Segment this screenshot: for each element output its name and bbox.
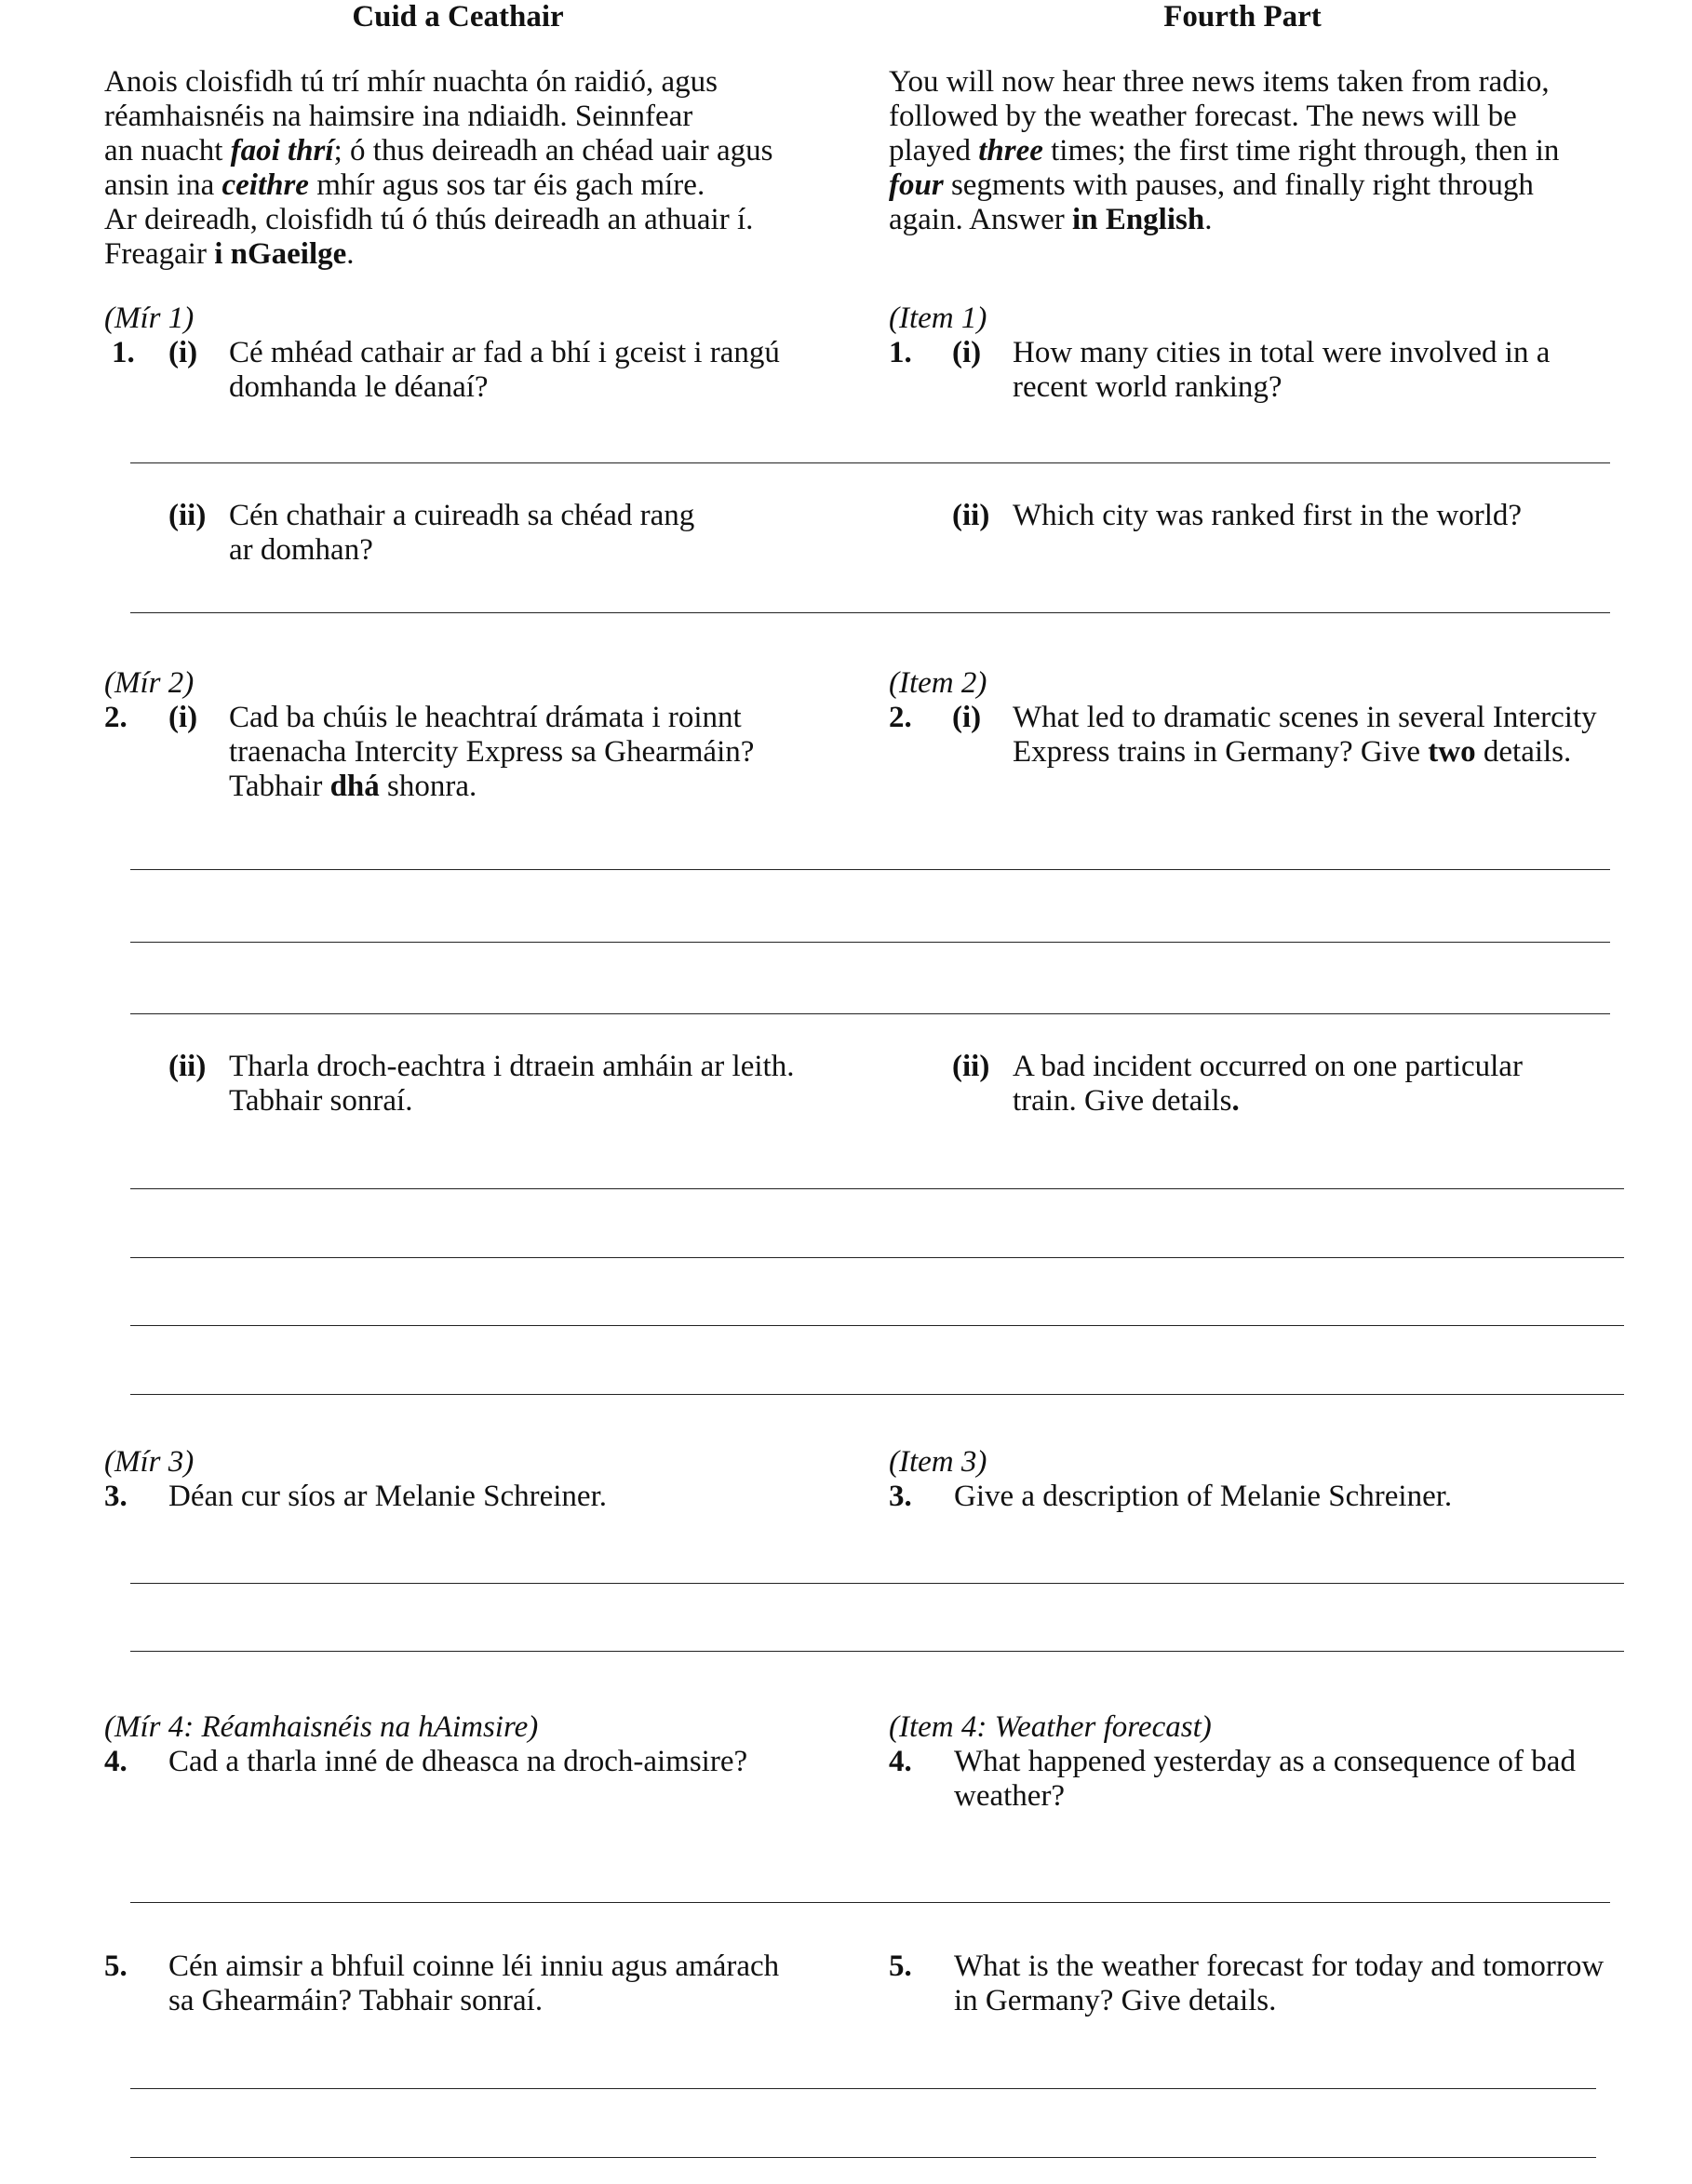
- english-intro-line: four segments with pauses, and finally right through: [889, 168, 1534, 202]
- irish-question-1i: 1. (i) Cé mhéad cathair ar fad a bhí i gceist i rangú domhanda le déanaí?: [112, 336, 780, 404]
- answer-line[interactable]: [130, 612, 1610, 613]
- answer-line[interactable]: [130, 2157, 1596, 2158]
- english-question-5: 5. What is the weather forecast for today and tomorrow in Germany? Give details.: [889, 1950, 1605, 2017]
- english-question-3: 3. Give a description of Melanie Schreiner.: [889, 1480, 1453, 1513]
- english-intro: [889, 65, 1596, 237]
- irish-question-2ii: (ii) Tharla droch-eachtra i dtraein amháin ar leith. Tabhair sonraí.: [168, 1050, 795, 1118]
- irish-intro-line: Ar deireadh, cloisfidh tú ó thús deireadh an athuair í.: [104, 203, 754, 236]
- irish-item-1-label: (Mír 1): [104, 301, 195, 335]
- answer-line[interactable]: [130, 462, 1610, 463]
- english-item-2-label: (Item 2): [889, 666, 987, 700]
- english-intro-line: followed by the weather forecast. The news will be: [889, 100, 1517, 133]
- irish-question-3: 3. Déan cur síos ar Melanie Schreiner.: [104, 1480, 607, 1513]
- answer-line[interactable]: [130, 1013, 1610, 1014]
- irish-intro: [104, 65, 812, 272]
- answer-line[interactable]: [130, 2088, 1596, 2089]
- irish-item-4-label: (Mír 4: Réamhaisnéis na hAimsire): [104, 1710, 539, 1744]
- irish-intro-line: ansin ina ceithre mhír agus sos tar éis gach míre.: [104, 168, 705, 202]
- english-question-1ii: (ii) Which city was ranked first in the world?: [952, 499, 1523, 532]
- irish-question-5: 5. Cén aimsir a bhfuil coinne léi inniu agus amárach sa Ghearmáin? Tabhair sonraí.: [104, 1950, 780, 2017]
- answer-line[interactable]: [130, 942, 1610, 943]
- english-item-4-label: (Item 4: Weather forecast): [889, 1710, 1212, 1744]
- english-heading: Fourth Part: [1163, 0, 1322, 33]
- english-question-2i: 2. (i) What led to dramatic scenes in several Intercity Express trains in Germany? Give two details.: [889, 701, 1597, 769]
- answer-line[interactable]: [130, 1188, 1624, 1189]
- english-question-1i: 1. (i) How many cities in total were involved in a recent world ranking?: [889, 336, 1551, 404]
- irish-intro-line: an nuacht faoi thrí; ó thus deireadh an chéad uair agus: [104, 134, 773, 167]
- irish-intro-line: Freagair i nGaeilge.: [104, 237, 355, 271]
- irish-intro-line: réamhaisnéis na haimsire ina ndiaidh. Seinnfear: [104, 100, 693, 133]
- english-question-2ii: (ii) A bad incident occurred on one particular train. Give details.: [952, 1050, 1523, 1118]
- answer-line[interactable]: [130, 1257, 1624, 1258]
- english-intro-line: played three times; the first time right through, then in: [889, 134, 1560, 167]
- english-intro-line: again. Answer in English.: [889, 203, 1213, 236]
- irish-question-4: 4. Cad a tharla inné de dheasca na droch-aimsire?: [104, 1745, 748, 1778]
- english-item-3-label: (Item 3): [889, 1445, 987, 1479]
- irish-intro-line: Anois cloisfidh tú trí mhír nuachta ón raidió, agus: [104, 65, 718, 99]
- irish-heading: Cuid a Ceathair: [352, 0, 564, 33]
- irish-item-3-label: (Mír 3): [104, 1445, 195, 1479]
- english-question-4: 4. What happened yesterday as a consequence of bad weather?: [889, 1745, 1576, 1813]
- answer-line[interactable]: [130, 1583, 1624, 1584]
- answer-line[interactable]: [130, 1325, 1624, 1326]
- irish-question-2i: 2. (i) Cad ba chúis le heachtraí drámata i roinnt traenacha Intercity Express sa Ghearmáin? Tabhair dhá shonra.: [104, 701, 755, 803]
- answer-line[interactable]: [130, 869, 1610, 870]
- irish-item-2-label: (Mír 2): [104, 666, 195, 700]
- answer-line[interactable]: [130, 1902, 1610, 1903]
- english-item-1-label: (Item 1): [889, 301, 987, 335]
- answer-line[interactable]: [130, 1651, 1624, 1652]
- english-intro-line: You will now hear three news items taken from radio,: [889, 65, 1550, 99]
- answer-line[interactable]: [130, 1394, 1624, 1395]
- irish-question-1ii: (ii) Cén chathair a cuireadh sa chéad rang ar domhan?: [168, 499, 695, 567]
